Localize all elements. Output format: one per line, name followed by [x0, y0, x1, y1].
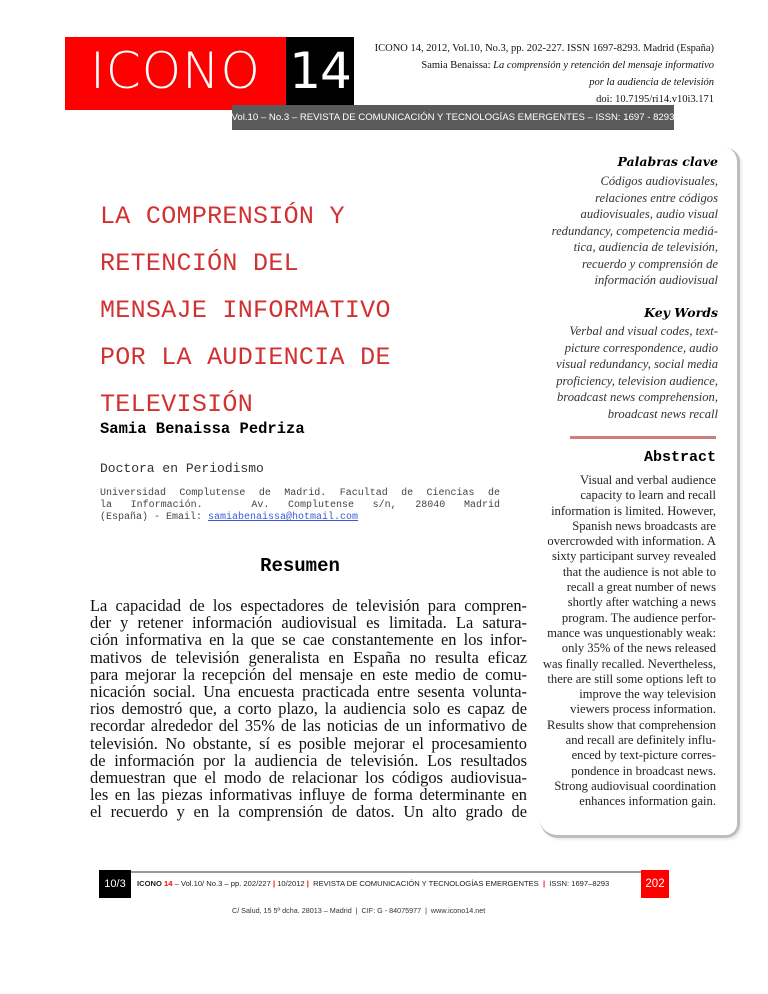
word: s/n,	[372, 500, 397, 511]
footer-journal-name: ICONO	[137, 879, 162, 888]
abstract-line: viewers process information.	[570, 702, 716, 717]
abstract-body	[516, 473, 716, 810]
keyword-line: recuerdo y comprensión de	[581, 256, 718, 271]
citation-doi: doi: 10.7195/ri14.v10i3.171	[596, 94, 714, 105]
abstract-line: recall a great number of news	[566, 580, 716, 595]
footer-separator: |	[542, 879, 546, 888]
word: Complutense	[287, 500, 354, 511]
abstract-line: only 35% of the news released	[561, 641, 716, 656]
author-degree: Doctora en Periodismo	[100, 461, 264, 476]
footer-separator: |	[272, 879, 276, 888]
resumen-line: rios demostró que, a corto plazo, la audiencia solo es capaz de	[90, 699, 527, 719]
key-words-heading: Key Words	[644, 305, 718, 320]
affiliation-line-3	[100, 512, 500, 524]
word: la	[100, 500, 113, 511]
keyword-line: Verbal and visual codes, text-	[569, 324, 718, 338]
abstract-line: program. The audience perfor-	[561, 610, 716, 625]
title-line: TELEVISIÓN	[100, 390, 254, 419]
word: Complutense	[179, 488, 246, 499]
abstract-line: pondence in broadcast news.	[571, 763, 716, 778]
word: Madrid.	[284, 488, 327, 499]
journal-banner: Vol.10 – No.3 – REVISTA DE COMUNICACIÓN Y TECNOLOGÍAS EMERGENTES – ISSN: 1697 - 8293	[232, 105, 674, 130]
resumen-body	[90, 597, 527, 821]
footer-date: 10/2012	[275, 879, 307, 888]
resumen-line: ción informativa en la que se cae constantemente en los infor-	[90, 630, 527, 650]
keyword-line: broadcast news recall	[607, 406, 718, 421]
palabras-clave-heading: Palabras clave	[617, 154, 718, 169]
keyword-line: relaciones entre códigos	[595, 190, 718, 205]
word: Ciencias	[426, 488, 475, 499]
abstract-heading: Abstract	[643, 449, 716, 466]
palabras-clave-list	[508, 173, 718, 289]
resumen-line: para mejorar la recepción del mensaje en este medio de comu-	[90, 664, 527, 684]
abstract-line: that the audience is not able to	[562, 564, 716, 579]
abstract-line: enced by text-picture corres-	[571, 748, 716, 763]
keyword-line: visual redundancy, social media	[556, 357, 718, 371]
abstract-line: Results show that comprehension	[547, 717, 716, 732]
logo-text-icono: ICONO	[65, 37, 286, 105]
logo-text-14: 14	[286, 37, 354, 105]
word: 28040	[415, 500, 446, 511]
resumen-line: mativos de televisión generalista en España no resulta eficaz	[90, 647, 527, 667]
citation-article-title-1: La comprensión y retención del mensaje informativo	[493, 60, 714, 71]
footer-rule	[131, 871, 641, 873]
author-name: Samia Benaissa Pedriza	[100, 420, 305, 438]
abstract-line: enhances information gain.	[579, 794, 716, 809]
section-divider	[570, 436, 716, 439]
footer-journal-line	[137, 879, 637, 888]
abstract-line: shortly after watching a news	[567, 595, 716, 610]
word: de	[258, 488, 271, 499]
issue-badge: 10/3	[99, 870, 131, 898]
word: de	[401, 488, 414, 499]
email-link[interactable]: samiabenaissa@hotmail.com	[208, 512, 359, 523]
resumen-line: el recuerdo y en la comprensión de datos. Un alto grado de	[90, 802, 527, 822]
keyword-line: broadcast news comprehension,	[556, 390, 718, 404]
footer-vol: – Vol.10/ No.3 – pp. 202/227	[172, 879, 273, 888]
word: Facultad	[339, 488, 388, 499]
title-line: RETENCIÓN DEL	[100, 249, 299, 278]
word: Información.	[130, 500, 203, 511]
word: de	[487, 488, 500, 499]
abstract-line: capacity to learn and recall	[580, 488, 716, 503]
author-affiliation	[100, 488, 500, 524]
abstract-line: improve the way television	[579, 687, 716, 702]
footer-journal-number: 14	[164, 879, 173, 888]
abstract-line: Visual and verbal audience	[580, 473, 716, 487]
journal-logo	[65, 37, 354, 105]
abstract-line: Strong audiovisual coordination	[554, 778, 716, 793]
title-line: LA COMPRENSIÓN Y	[100, 202, 345, 231]
logo-red-underline	[65, 105, 251, 110]
keyword-line: Códigos audiovisuales,	[600, 174, 718, 188]
header-citation	[354, 40, 714, 108]
abstract-line: and recall are definitely influ-	[565, 733, 716, 748]
footer-issn: ISSN: 1697–8293	[545, 879, 610, 888]
abstract-line: mance was unquestionably weak:	[547, 625, 716, 640]
abstract-line: overcrowded with information. A	[547, 534, 716, 549]
resumen-heading: Resumen	[260, 555, 340, 577]
resumen-line: de información por la audiencia de televisión. Los resultados	[90, 750, 527, 770]
title-line: POR LA AUDIENCIA DE	[100, 343, 391, 372]
resumen-line: nicación social. Una encuesta practicada entre sesenta volunta-	[90, 682, 527, 702]
email-label: (España) - Email:	[100, 512, 209, 523]
keyword-line: audiovisuales, audio visual	[580, 207, 718, 221]
citation-author-title	[354, 57, 714, 74]
resumen-line: demuestran que el modo de relacionar los códigos audiovisua-	[90, 768, 527, 788]
keyword-line: tica, audiencia de televisión,	[573, 240, 718, 254]
resumen-line: recordar alrededor del 35% de las noticias de un informativo de	[90, 716, 527, 736]
article-title	[100, 193, 520, 428]
footer-journal-desc: REVISTA DE COMUNICACIÓN Y TECNOLOGÍAS EMERGENTES	[308, 879, 543, 888]
resumen-line: les en las piezas informativas influye de forma determinante en	[90, 785, 527, 805]
resumen-line: der y retener información audiovisual es limitada. La satura-	[90, 613, 527, 633]
page-number: 202	[641, 870, 669, 898]
resumen-line: La capacidad de los espectadores de televisión para compren-	[90, 596, 527, 615]
resumen-line: televisión. No obstante, sí es posible mejorar el procesamiento	[90, 733, 527, 753]
word: Av.	[251, 500, 270, 511]
keyword-line: picture correspondence, audio	[564, 340, 718, 355]
keyword-line: proficiency, television audience,	[556, 373, 718, 388]
abstract-line: sixty participant survey revealed	[551, 549, 716, 564]
abstract-line: was finally recalled. Nevertheless,	[542, 656, 716, 671]
keyword-line: redundancy, competencia mediá-	[551, 223, 718, 238]
word: Universidad	[100, 488, 167, 499]
affiliation-line-1	[100, 488, 500, 500]
title-line: MENSAJE INFORMATIVO	[100, 296, 391, 325]
footer-address: C/ Salud, 15 5º dcha. 28013 – Madrid | CIF: G - 84075977 | www.icono14.net	[232, 906, 486, 915]
citation-author: Samia Benaissa:	[421, 60, 494, 71]
footer-separator: |	[306, 879, 309, 888]
word: Madrid	[463, 500, 500, 511]
citation-article-title-2: por la audiencia de televisión	[589, 77, 714, 88]
key-words-list	[508, 323, 718, 422]
abstract-line: there are still some options left to	[547, 671, 716, 686]
citation-line: ICONO 14, 2012, Vol.10, No.3, pp. 202-227. ISSN 1697-8293. Madrid (España)	[374, 43, 714, 54]
abstract-line: information is limited. However,	[551, 503, 716, 518]
abstract-line: Spanish news broadcasts are	[572, 518, 716, 533]
keyword-line: información audiovisual	[594, 273, 718, 287]
affiliation-line-2	[100, 500, 500, 512]
